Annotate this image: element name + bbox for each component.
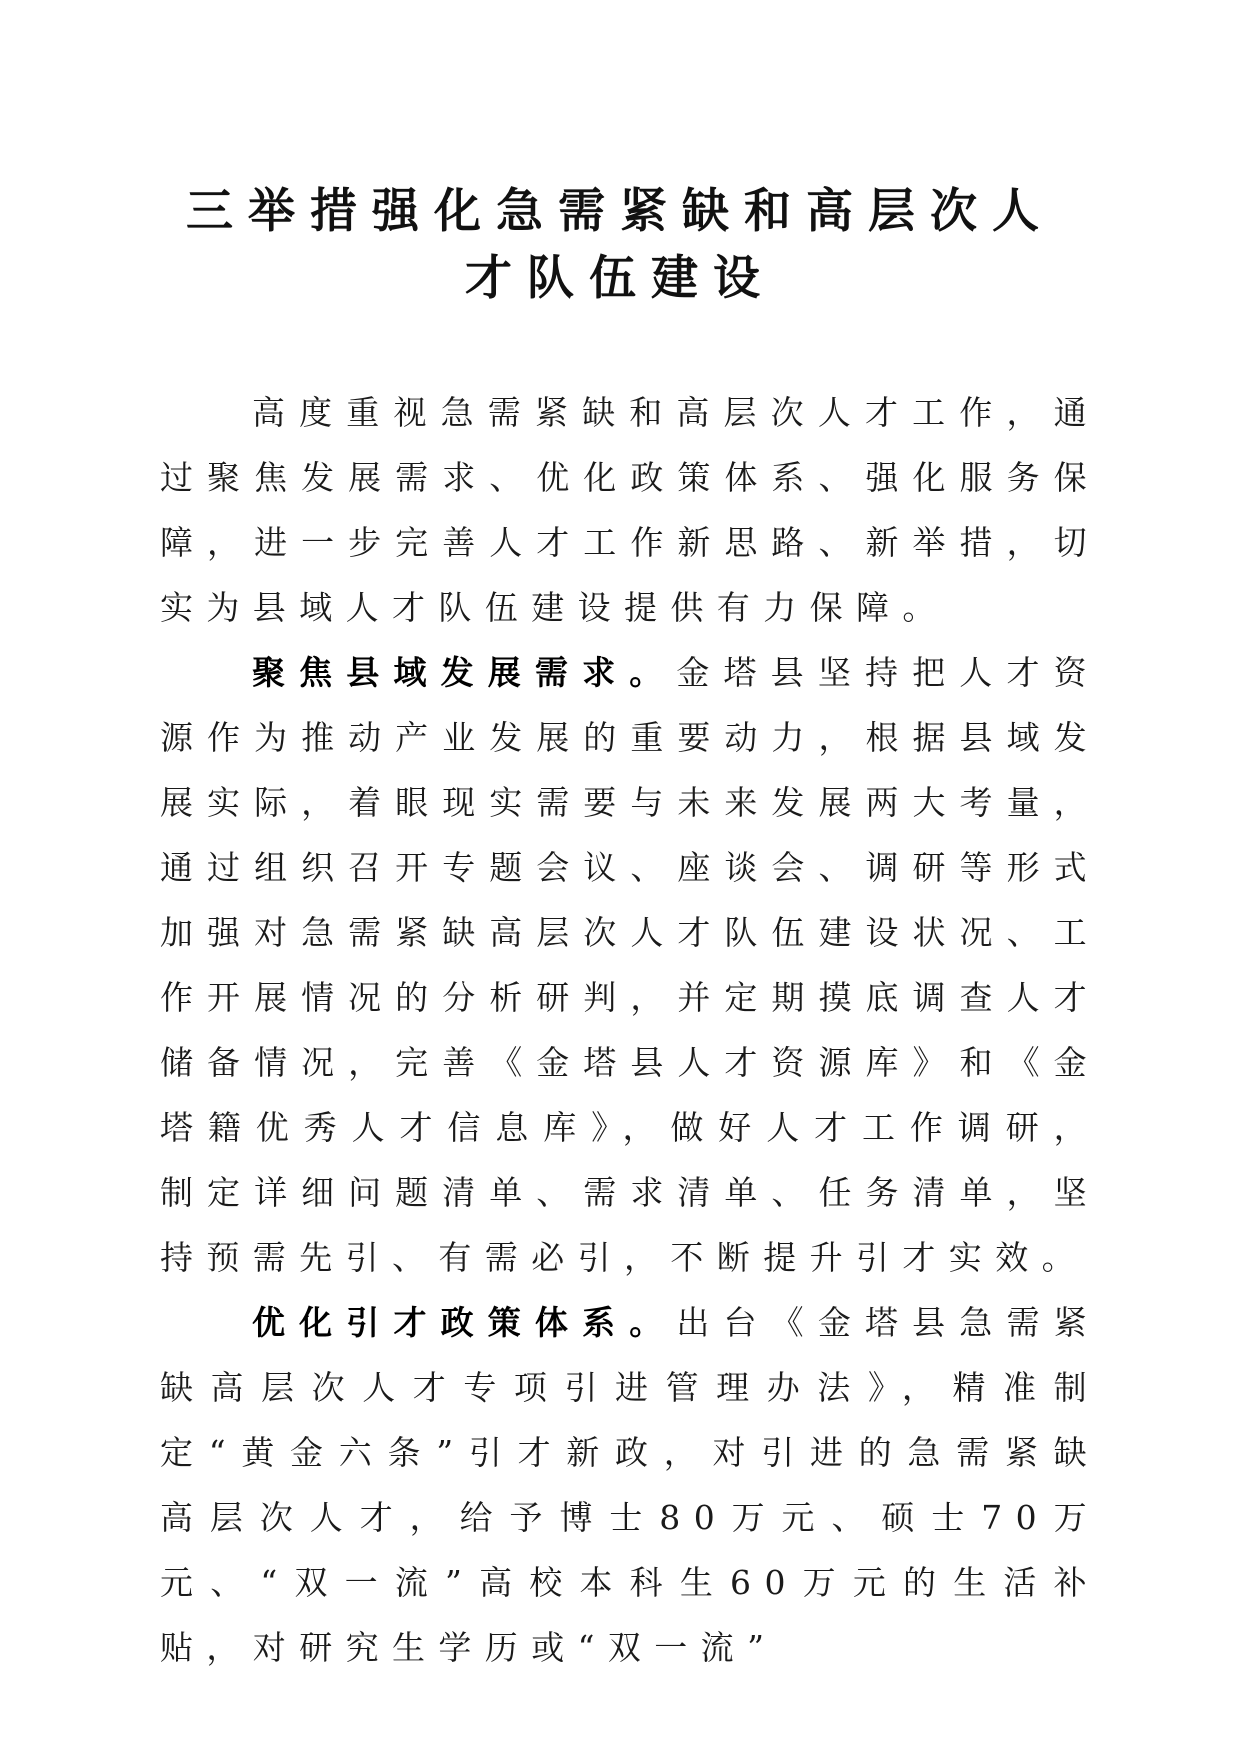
paragraph-intro: [160, 380, 1100, 640]
paragraph-intro-text: 高度重视急需紧缺和高层次人才工作，通过聚焦发展需求、优化政策体系、强化服务保障，进一步完善人才工作新思路、新举措，切实为县域人才队伍建设提供有力保障。: [160, 393, 1100, 627]
paragraph-development-needs-text: 金塔县坚持把人才资源作为推动产业发展的重要动力，根据县域发展实际，着眼现实需要与未来发展两大考量，通过组织召开专题会议、座谈会、调研等形式加强对急需紧缺高层次人才队伍建设状况、工作开展情况的分析研判，并定期摸底调查人才储备情况，完善《金塔县人才资源库》和《金塔籍优秀人才信息库》，做好人才工作调研，制定详细问题清单、需求清单、任务清单，坚持预需先引、有需必引，不断提升引才实效。: [160, 653, 1100, 1277]
paragraph-development-needs: [160, 640, 1100, 1290]
paragraph-development-needs-heading: 聚焦县域发展需求。: [252, 653, 677, 692]
document-body: [160, 380, 1100, 1680]
paragraph-policy-system-text: 出台《金塔县急需紧缺高层次人才专项引进管理办法》，精准制定“黄金六条”引才新政，对引进的急需紧缺高层次人才，给予博士80万元、硕士70万元、“双一流”高校本科生60万元的生活补贴，对研究生学历或“双一流”: [160, 1303, 1100, 1667]
paragraph-policy-system-heading: 优化引才政策体系。: [252, 1303, 677, 1342]
document-title-line-2: 才队伍建设: [465, 251, 775, 306]
paragraph-policy-system: [160, 1290, 1100, 1680]
document-title-line-1: 三举措强化急需紧缺和高层次人: [186, 184, 1054, 239]
